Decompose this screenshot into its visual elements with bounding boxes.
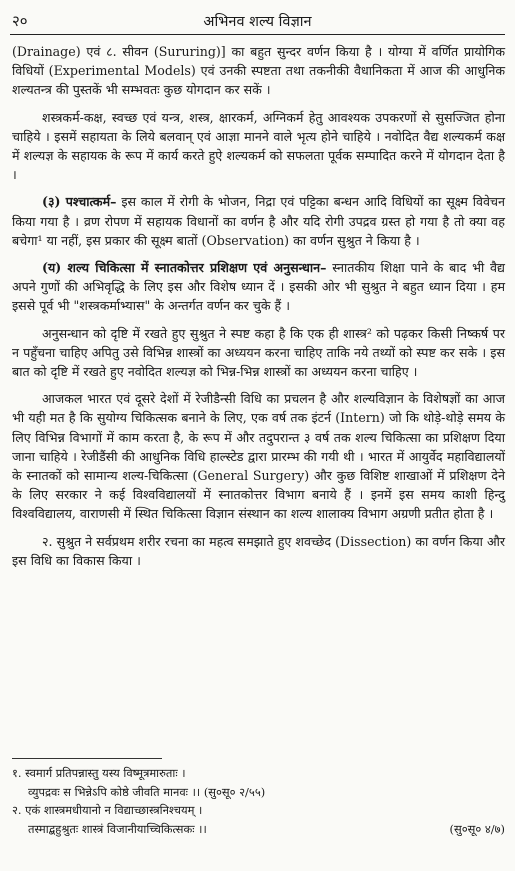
footnote-2-line-2: तस्माद्बहुश्रुतः शास्त्रं विजानीयाच्चिकित्सकः ।। <box>28 821 207 836</box>
footnote-1-line-1: १. स्वमार्ग प्रतिपन्नास्तु यस्य विष्मूत्रमारुताः । <box>12 766 186 780</box>
footnote-2-reference: (सु०सू० ४/७) <box>449 821 505 836</box>
paragraph-residency: आजकल भारत एवं दूसरे देशों में रेजीडैन्सी विधि का प्रचलन है और शल्यविज्ञान के विशेषज्ञों का आज भी यही मत है कि सुयोग्य चिकित्सक बनाने के लिए, एक वर्ष तक इंटर्न (Intern) जो कि थोड़े-थोड़े समय के लिए विभिन्न विभागों में काम करता है, के रूप में और तदुपरान्त ३ वर्ष तक शल्य चिकित्सा का प्रशिक्षण दिया जाना चाहिये । रेजीडैंसी की आधुनिक विधि हाल्स्टेड द्वारा प्रारम्भ की गयी थी । भारत में आयुर्वेद महाविद्यालयों के स्नातकों को सामान्य शल्य-चिकित्सा (General Surgery) और कुछ विशिष्ट शाखाओं में प्रशिक्षण देने के लिए सरकार ने कई विश्वविद्यालयों में स्नातकोत्तर विभाग बनाये हैं । इनमें इस समय काशी हिन्दु विश्वविद्यालय, वाराणसी में स्थित चिकित्सा विज्ञान संस्थान का शल्य शालाक्य विभाग अग्रणी प्रतीत होता है । <box>12 391 505 522</box>
section-heading-postgraduate: (य) शल्य चिकित्सा में स्नातकोत्तर प्रशिक्षण एवं अनुसन्धान– <box>42 260 327 276</box>
paragraph-postgraduate <box>12 258 505 316</box>
footnote-1-line-2: व्युपद्रवः स भिन्नेऽपि कोष्ठे जीवति मानवः ।। (सु०सू० २/५५) <box>28 784 266 799</box>
paragraph-post-operative-text: इस काल में रोगी के भोजन, निद्रा एवं पट्टिका बन्धन आदि विधियों का सूक्ष्म विवेचन किया गया है । व्रण रोपण में सहायक विधानों का वर्णन है और यदि रोगी उपद्रव ग्रस्त हो गया है तो क्या वह बचेगा¹ या नहीं, इस प्रकार की सूक्ष्म बातों (Observation) का वर्णन सुश्रुत ने किया है । <box>12 194 506 248</box>
footnote-2-line-2-row <box>12 820 505 839</box>
page-number: २० <box>12 12 28 30</box>
page-header <box>10 6 505 35</box>
footnote-divider <box>12 758 162 759</box>
paragraph-operating-room: शस्त्रकर्म-कक्ष, स्वच्छ एवं यन्त्र, शस्त्र, क्षारकर्म, अग्निकर्म हेतु आवश्यक उपकरणों से सुसज्जित होना चाहिये । इसमें सहायता के लिये बलवान् एवं आज्ञा मानने वाले भृत्य होने चाहिये । नवोदित वैद्य शल्यकर्म कक्ष में शल्यज्ञ के सहायक के रूप में कार्य करते हुऐ शल्यकर्म को सफलता पूर्वक सम्पादित करने में योगदान देता है । <box>12 109 505 183</box>
paragraph-dissection: २. सुश्रुत ने सर्वप्रथम शरीर रचना का महत्व समझाते हुए शवच्छेद (Dissection) का वर्णन किया और इस विधि का विकास किया । <box>12 533 505 568</box>
section-heading-post-operative: (३) पश्चात्कर्म– <box>42 194 117 210</box>
running-title: अभिनव शल्य विज्ञान <box>203 14 312 30</box>
paragraph-drainage: (Drainage) एवं ८. सीवन (Sururing)] का बहुत सुन्दर वर्णन किया है । योग्या में वर्णित प्रायोगिक विधियों (Experimental Models) एवं उनकी स्पष्टता तथा तकनीकी वैधानिकता में आज की आधुनिक शल्यतन्त्र की पुस्तकें भी सम्भवतः कुछ योगदान कर सकें । <box>12 44 505 98</box>
paragraph-research: अनुसन्धान को दृष्टि में रखते हुए सुश्रुत ने स्पष्ट कहा है कि एक ही शास्त्र² को पढ़कर किसी निष्कर्ष पर न पहुँचना चाहिए अपितु उसे विभिन्न शास्त्रों का अध्ययन करना चाहिए ताकि नये तथ्यों को स्पष्ट कर सके । इस बात को दृष्टि में रखते हुए नवोदित शल्यज्ञ को भिन्न-भिन्न शास्त्रों का अध्ययन करना चाहिए । <box>12 325 505 380</box>
page-body <box>12 42 505 578</box>
footnote-2-line-1: २. एकं शास्त्रमधीयानो न विद्याच्छास्त्रनिश्चयम् । <box>12 803 203 817</box>
footnotes <box>12 764 505 838</box>
paragraph-postgraduate-text: स्नातकीय शिक्षा पाने के बाद भी वैद्य अपने गुणों की अभिवृद्धि के लिए इस और विशेष ध्यान दें । इसकी ओर भी सुश्रुत ने बहुत ध्यान दिया । हम इससे पूर्व भी "शस्त्रकर्माभ्यास" के अन्तर्गत वर्णन कर चुके हैं । <box>12 260 505 314</box>
paragraph-post-operative <box>12 192 505 250</box>
